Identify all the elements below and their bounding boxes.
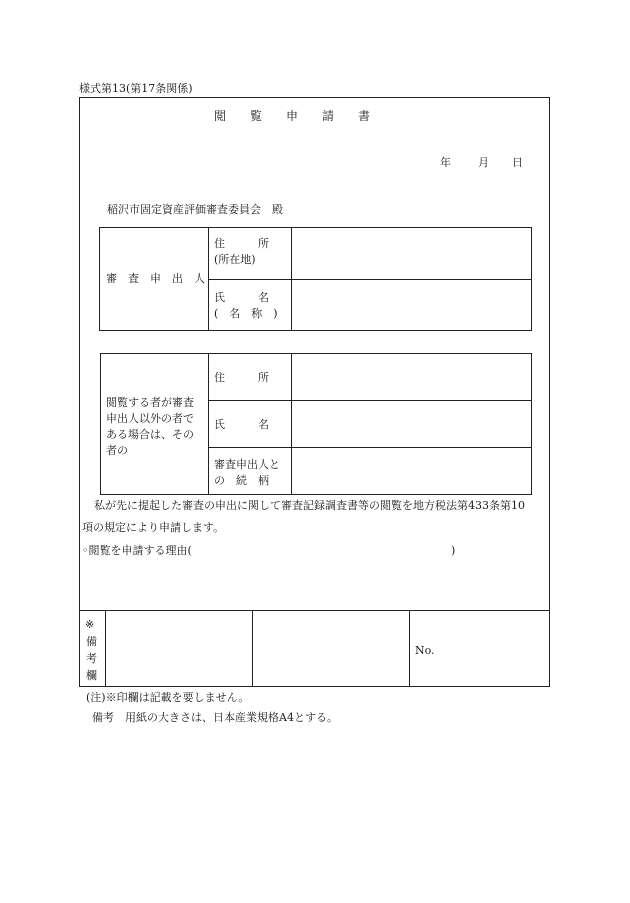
- viewer-address-field[interactable]: [293, 355, 530, 399]
- date-year-label: 年: [440, 156, 451, 169]
- remarks-char: 欄: [86, 669, 97, 682]
- viewer-relation-field[interactable]: [293, 449, 530, 493]
- paper-note: 備考 用紙の大きさは、日本産業規格A4とする。: [92, 711, 338, 724]
- viewer-label: 閲覧する者が審査申出人以外の者である場合は、その者の: [106, 396, 194, 457]
- reason-close: ): [451, 544, 456, 557]
- remarks-no-label: No.: [415, 644, 435, 657]
- viewer-address-label: 住 所: [214, 371, 269, 384]
- date-day-label: 日: [512, 156, 523, 169]
- applicant-label: 審 査 申 出 人: [106, 272, 205, 285]
- reason-label: ◦閲覧を申請する理由(: [82, 544, 192, 557]
- note: (注)※印欄は記載を要しません。: [86, 691, 250, 704]
- date-month-label: 月: [478, 156, 489, 169]
- viewer-name-label: 氏 名: [214, 418, 269, 431]
- applicant-address-sub: (所在地): [214, 253, 256, 266]
- applicant-address-label: 住 所: [214, 237, 269, 250]
- applicant-address-field[interactable]: [293, 229, 530, 277]
- viewer-relation-label-1: 審査申出人と: [214, 458, 280, 471]
- statement-line-1: 私が先に提起した審査の申出に関して審査記録調査書等の閲覧を地方税法第433条第10: [94, 499, 525, 512]
- remarks-char: 備: [86, 635, 97, 648]
- remarks-mark: ※: [85, 618, 95, 631]
- viewer-name-field[interactable]: [293, 402, 530, 446]
- applicant-name-label: 氏 名: [214, 291, 269, 304]
- statement-line-2: 項の規定により申請します。: [82, 521, 225, 534]
- remarks-char: 考: [86, 652, 97, 665]
- viewer-relation-label-2: の 続 柄: [214, 474, 269, 487]
- reason-field[interactable]: [210, 541, 448, 559]
- form-title: 閲 覧 申 請 書: [214, 109, 371, 123]
- remarks-divider: [79, 610, 550, 611]
- applicant-name-sub: ( 名 称 ): [214, 307, 278, 320]
- applicant-name-field[interactable]: [293, 281, 530, 329]
- form-label: 様式第13(第17条関係): [79, 82, 193, 95]
- addressee: 稲沢市固定資産評価審査委員会 殿: [107, 203, 283, 216]
